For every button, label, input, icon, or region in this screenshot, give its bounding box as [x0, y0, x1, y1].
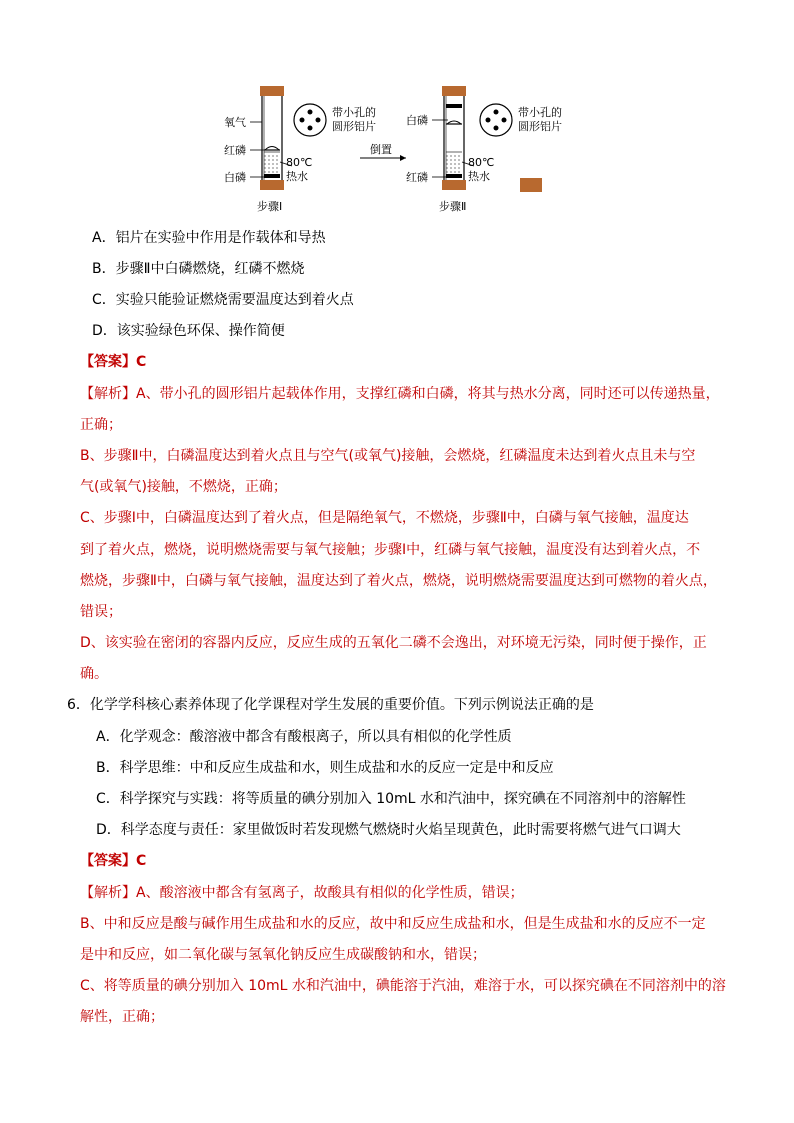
q5-option-b: B．步骤Ⅱ中白磷燃烧，红磷不燃烧	[92, 261, 305, 277]
q5-analysis-line: B、步骤Ⅱ中，白磷温度达到着火点且与空气(或氧气)接触，会燃烧，红磷温度未达到着火点且未与空	[80, 448, 696, 464]
q5-analysis-line: D、该实验在密闭的容器内反应，反应生成的五氧化二磷不会逸出，对环境无污染，同时便于操作，正	[80, 635, 707, 651]
q5-analysis-line: 正确；	[80, 417, 122, 433]
step2-white-p-label: 白磷	[406, 114, 428, 127]
q5-analysis-line: 到了着火点，燃烧，说明燃烧需要与氧气接触；步骤Ⅰ中，红磷与氧气接触，温度没有达到着火点，不	[80, 542, 701, 558]
q6-analysis-line: 解性，正确；	[80, 1009, 164, 1025]
step1-white-phosphorus	[264, 174, 280, 178]
experiment-diagram	[210, 80, 590, 220]
step2-top-stopper	[442, 86, 466, 96]
step1-water-label: 热水	[286, 170, 308, 183]
step1-disk-icon	[294, 104, 326, 136]
q6-option-d: D．科学态度与责任：家里做饭时若发现燃气燃烧时火焰呈现黄色，此时需要将燃气进气口调大	[96, 822, 681, 838]
q5-option-a: A．铝片在实验中作用是作载体和导热	[92, 230, 326, 246]
step1-disk-label: 带小孔的	[332, 106, 376, 119]
step1-bottom-stopper	[260, 180, 284, 190]
q5-analysis-line: 【解析】A、带小孔的圆形铝片起载体作用，支撑红磷和白磷，将其与热水分离，同时还可以传递热量，	[80, 386, 720, 402]
step1-water	[264, 152, 280, 172]
step2-bottom-stopper	[442, 180, 466, 190]
q6-analysis-line: 【解析】A、酸溶液中都含有氢离子，故酸具有相似的化学性质，错误；	[80, 885, 524, 901]
q5-option-d: D．该实验绿色环保、操作简便	[92, 323, 285, 339]
step1-oxygen-label: 氧气	[224, 116, 246, 129]
step1-white-p-label: 白磷	[224, 171, 246, 184]
experiment-figure	[210, 80, 590, 220]
q6-option-b: B．科学思维：中和反应生成盐和水，则生成盐和水的反应一定是中和反应	[96, 760, 554, 776]
stopper-swatch	[520, 178, 542, 192]
step2-disk-label: 带小孔的	[518, 106, 562, 119]
q6-option-c: C．科学探究与实践：将等质量的碘分别加入 10mL 水和汽油中，探究碘在不同溶剂中的溶解性	[96, 791, 686, 807]
step2-water	[446, 152, 462, 172]
step1-red-p-label: 红磷	[224, 144, 246, 157]
step2-disk-label-2: 圆形铝片	[518, 120, 562, 133]
q5-analysis-line: 气(或氧气)接触，不燃烧，正确；	[80, 479, 287, 495]
step2-disk-icon	[480, 104, 512, 136]
step2-caption: 步骤Ⅱ	[439, 200, 467, 213]
q6-stem: 6．化学学科核心素养体现了化学课程对学生发展的重要价值。下列示例说法正确的是	[67, 697, 594, 713]
step2-white-phosphorus	[446, 104, 462, 108]
q6-analysis-line: 是中和反应，如二氧化碳与氢氧化钠反应生成碳酸钠和水，错误；	[80, 947, 486, 963]
q5-option-c: C．实验只能验证燃烧需要温度达到着火点	[92, 292, 354, 308]
step2-water-label: 热水	[468, 170, 490, 183]
q6-analysis-line: C、将等质量的碘分别加入 10mL 水和汽油中，碘能溶于汽油，难溶于水，可以探究碘在不同溶剂中的溶	[80, 978, 726, 994]
q5-answer: 【答案】C	[80, 354, 147, 370]
step1-caption: 步骤Ⅰ	[257, 200, 283, 213]
q5-analysis-line: 燃烧，步骤Ⅱ中，白磷与氧气接触，温度达到了着火点，燃烧，说明燃烧需要温度达到可燃物的着火点，	[80, 573, 717, 589]
q6-option-a: A．化学观念：酸溶液中都含有酸根离子，所以具有相似的化学性质	[96, 729, 512, 745]
step2-red-p-label: 红磷	[406, 171, 428, 184]
q6-analysis-line: B、中和反应是酸与碱作用生成盐和水的反应，故中和反应生成盐和水，但是生成盐和水的反应不一定	[80, 916, 706, 932]
q5-analysis-line: C、步骤Ⅰ中，白磷温度达到了着火点，但是隔绝氧气，不燃烧，步骤Ⅱ中，白磷与氧气接触，温度达	[80, 510, 689, 526]
step2-temp-label: 80℃	[468, 156, 495, 169]
step1-top-stopper	[260, 86, 284, 96]
step1-temp-label: 80℃	[286, 156, 313, 169]
step2-red-phosphorus	[446, 174, 462, 178]
q5-analysis-line: 确。	[80, 666, 108, 682]
invert-label: 倒置	[370, 143, 392, 156]
step1-disk-label-2: 圆形铝片	[332, 120, 376, 133]
q5-analysis-line: 错误；	[80, 604, 122, 620]
q6-answer: 【答案】C	[80, 853, 147, 869]
